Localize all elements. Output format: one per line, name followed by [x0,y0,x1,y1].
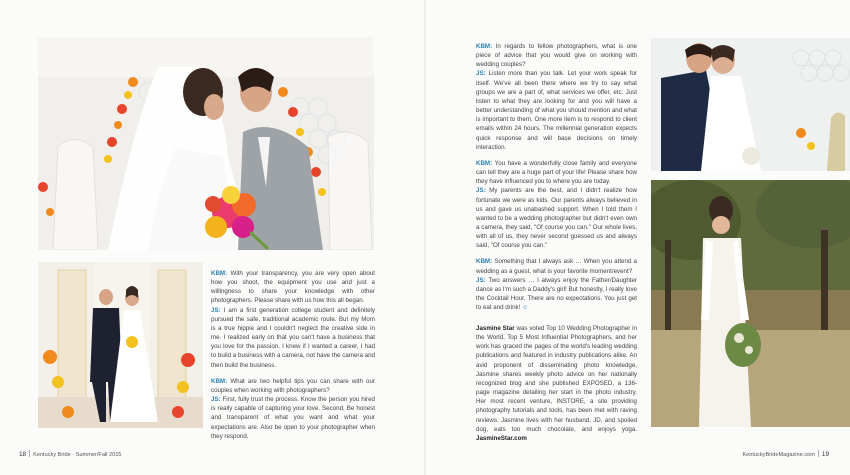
page-number-right: 19 [821,451,829,458]
answer-text: My parents are the best, and I didn't realize how fortunate we were as kids. Our parents always believed in us and gave us unabashed support. When I told them I wanted to be a wedding photographer but didn't even own a camera, they said, "Of course you can." Our whole lives, with all of us, they never second guessed us and always said, "Of course you can." [476,187,637,250]
bio-website-link[interactable]: JasmineStar.com [476,434,527,442]
speaker-label: JS [476,187,484,195]
speaker-label: KBM [211,377,226,385]
speaker-label: JS [476,70,484,78]
couple-aisle-photo [38,262,203,428]
answer-text: Listen more than you talk. Let your work speak for itself. We've all been there where we try to say what groups we are a part of, what services we offer, etc. Just listen to what they are looking for and you will have a better understanding of what you should mention and what is important to them. One more item is to respond to client emails within 24 hours. The millennial generation expects quick response and will base decisions on timely interaction. [476,70,637,151]
speaker-label: KBM [211,270,226,277]
speaker-label: KBM [476,258,491,266]
magazine-website: KentuckyBrideMagazine.com [742,452,815,458]
speaker-label: JS [211,396,219,404]
smiley-icon: ☺ [522,304,529,312]
speaker-label: KBM [476,43,491,50]
speaker-label: JS [476,276,484,284]
question-text: Something that I always ask … When you attend a wedding as a guest, what is your favorite moment/event? [476,258,637,275]
question-text: In regards to fellow photographers, what is one piece of advice that you would give on working with wedding couples? [476,43,637,69]
interview-item: KBM: You have a wonderfully close family and everyone can tell they are a huge part of your life! Please share how they have influenced you to where you are today. JS: My parents are the best, and I didn't realize how fortunate we were as kids. Our parents always believed in us and gave us unabashed support. When I told them I wanted to be a wedding photographer but didn't even own a camera, they said, "Of course you can." Our whole lives, with all of us, they never second guessed us and always said, "Of course you can." [476,159,637,250]
speaker-label: KBM [476,159,491,167]
publication-name: Kentucky Bride [33,452,71,458]
left-interview-column [211,269,375,448]
question-text: With your transparency, you are very open about how you shoot, the equipment you use and just a willingness to share your knowledge with other photographers. Please share with us how this all began. [211,270,375,305]
issue-label: · Summer/Fall 2015 [72,452,122,458]
interview-item: KBM: What are two helpful tips you can share with our couples when working with photographers? JS: First, fully trust the process. Know the person you hired is really capable of capturing your love. Second, Be honest and transparent of what you want and what your expectations are. Also be open to your photographer when they respond. [211,377,375,440]
page-number-left: 18 [19,451,27,458]
interview-item: KBM: In regards to fellow photographers, what is one piece of advice that you would give on working with wedding couples? JS: Listen more than you talk. Let your work speak for itself. We've all been there where we try to say what groups we are a part of, what services we offer, etc. Just listen to what they are looking for and you will have a better understanding of what you should mention and what is important to them. One more item is to respond to client emails within 24 hours. The millennial generation expects quick response and will base decisions on timely interaction. [476,43,637,151]
interview-item: KBM: Something that I always ask … When you attend a wedding as a guest, what is your favorite moment/event? JS: Two answers … I always enjoy the Father/Daughter dance as I'm such a Daddy's girl! But honestly, I really love the Cocktail Hour. There are no expectations. You just get to eat and drink! ☺ [476,258,637,312]
right-folio [742,450,829,458]
interview-item: KBM: With your transparency, you are very open about how you shoot, the equipment you use and just a willingness to share your knowledge with other photographers. Please share with us how this all began. JS: I am a first generation college student and definitely pursued the safe, traditional academic route. But my Mom is a true hippie and I couldn't neglect the creative side in me. I realized early on that you can't have a business that you love for the passion. I knew if I wanted a career, I had to build a business with a camera, not have the camera and then build the business. [211,270,376,369]
answer-text: Two answers … I always enjoy the Father/Daughter dance as I'm such a Daddy's girl! But honestly, I really love the Cocktail Hour. There are no expectations. You just get to eat and drink! [476,276,637,312]
couple-kiss-photo [38,37,374,250]
page-gutter [424,0,426,475]
speaker-label: JS [211,306,219,314]
right-interview-column [476,42,637,319]
answer-text: First, fully trust the process. Know the person you hired is really capable of capturing your love. Second, Be honest and transparent of what you want and what your expectations are. Also be open to your photographer when they respond. [211,396,375,440]
bio-text: was voted Top 10 Wedding Photographer in the World, Top 5 Most Influential Photographers, and her work has graced the pages of the world's leading wedding publications and featured in industry publications alike. An avid proponent of disseminating photo knowledge, Jasmine shares weekly photo advice on her nationally recognized blog and she published EXPOSED, a 136-page magazine detailing her start in the photo industry. Her most recent venture, INSTORE, a site providing photography tutorials and tools, has been met with raving reviews. Jasmine lives with her husband, JD, and spoiled dog, eats too much chocolate, and enjoys yoga. [476,325,637,433]
bio-name: Jasmine Star [476,325,515,332]
left-folio [19,450,121,458]
couple-embrace-photo [651,38,850,171]
author-bio [476,324,637,450]
question-text: You have a wonderfully close family and everyone can tell they are a huge part of your life! Please share how they have influenced you to where you are today. [476,159,637,186]
answer-text: I am a first generation college student and definitely pursued the safe, traditional academic route. But my Mom is a true hippie and I couldn't neglect the creative side in me. I realized early on that you can't have a business that you love for the passion. I knew if I wanted a career, I had to build a business with a camera, not have the camera and then build the business. [211,306,376,369]
question-text: What are two helpful tips you can share with our couples when working with photographers? [211,377,375,394]
bride-garden-photo [651,180,850,427]
